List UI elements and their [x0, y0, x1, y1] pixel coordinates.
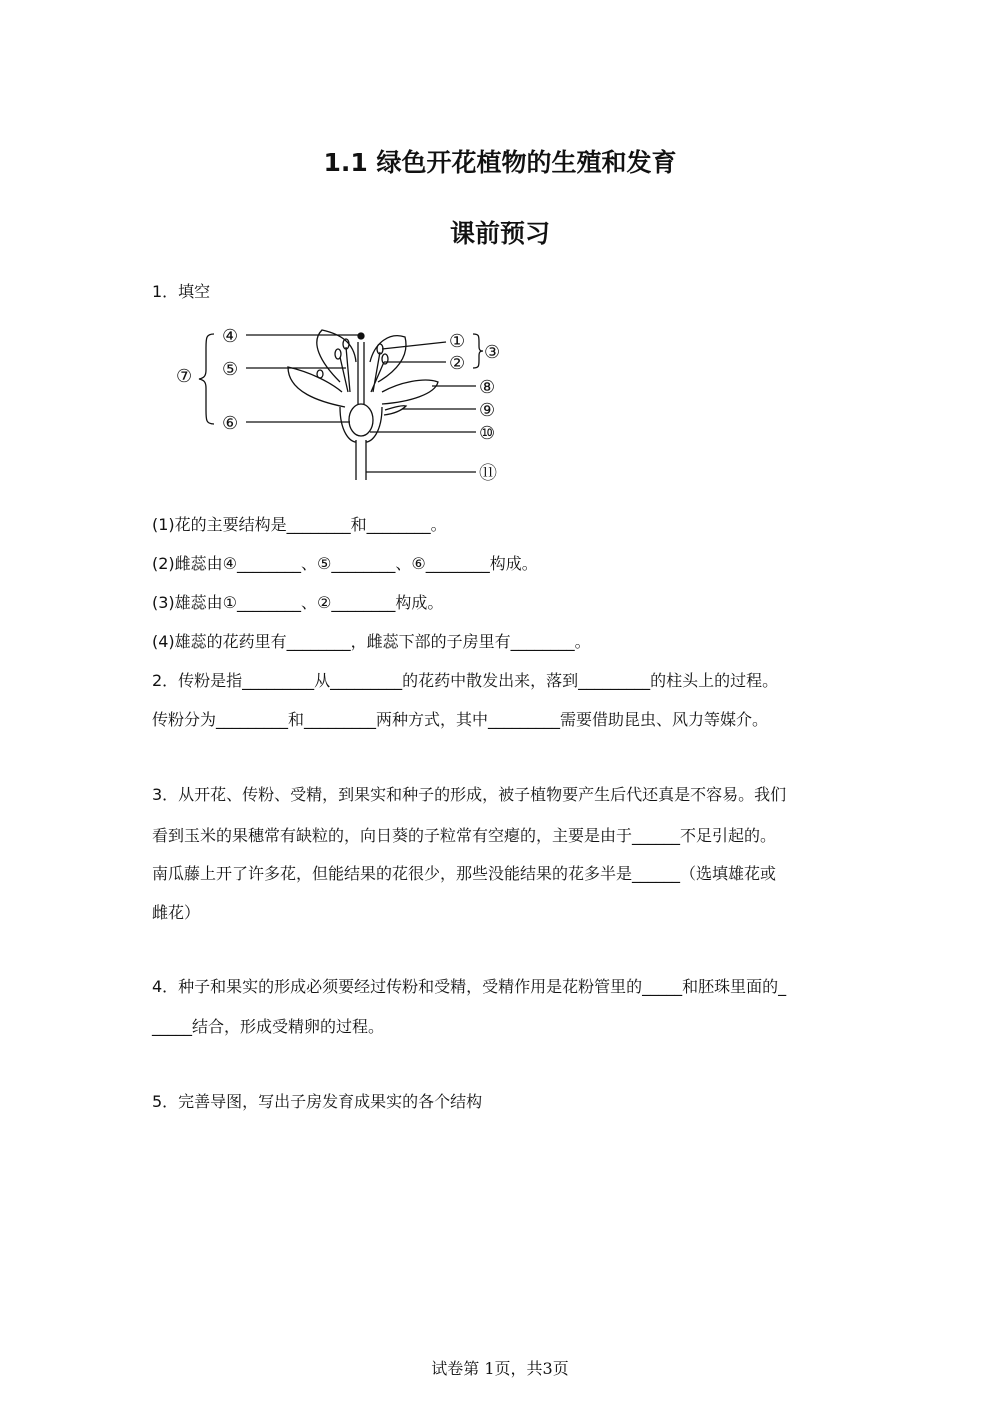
question-1-part-4: (4)雄蕊的花药里有________，雌蕊下部的子房里有________。 [152, 632, 591, 651]
question-1-part-1: (1)花的主要结构是________和________。 [152, 515, 447, 534]
question-4-line-1: 4．种子和果实的形成必须要经过传粉和受精，受精作用是花粉管里的_____和胚珠里面的_ [152, 977, 787, 996]
label-5: ⑤ [222, 359, 239, 380]
question-1-part-2: (2)雌蕊由④________、⑤________、⑥________构成。 [152, 554, 538, 573]
page-title: 1.1 绿色开花植物的生殖和发育 [323, 148, 677, 177]
label-4: ④ [222, 326, 239, 347]
section-subtitle: 课前预习 [449, 219, 550, 248]
question-3-line-1: 3．从开花、传粉、受精，到果实和种子的形成，被子植物要产生后代还真是不容易。我们 [152, 785, 787, 804]
label-2: ② [449, 353, 466, 374]
label-8: ⑧ [479, 377, 496, 398]
question-3-line-2: 看到玉米的果穗常有缺粒的，向日葵的子粒常有空瘪的，主要是由于______不足引起的。 [152, 826, 777, 845]
question-1-part-3: (3)雄蕊由①________、②________构成。 [152, 593, 444, 612]
question-1-heading: 1．填空 [152, 282, 211, 301]
question-3-line-4: 雌花） [152, 903, 201, 922]
label-10: ⑩ [479, 423, 496, 444]
label-9: ⑨ [479, 400, 496, 421]
question-5: 5．完善导图，写出子房发育成果实的各个结构 [152, 1092, 483, 1111]
question-4-line-2: _____结合，形成受精卵的过程。 [152, 1017, 385, 1036]
flower-structure-diagram [170, 322, 510, 492]
page-footer: 试卷第 1页，共3页 [431, 1359, 569, 1378]
label-7: ⑦ [176, 366, 193, 387]
question-2-line-2: 传粉分为_________和_________两种方式，其中_________需要借助昆虫、风力等媒介。 [152, 710, 769, 729]
question-2-line-1: 2．传粉是指_________从_________的花药中散发出来，落到_________的柱头上的过程。 [152, 671, 779, 690]
label-6: ⑥ [222, 413, 239, 434]
label-11: ⑪ [479, 463, 497, 484]
label-3: ③ [484, 342, 501, 363]
label-1: ① [449, 331, 466, 352]
question-3-line-3: 南瓜藤上开了许多花，但能结果的花很少，那些没能结果的花多半是______（选填雄花或 [152, 864, 777, 883]
